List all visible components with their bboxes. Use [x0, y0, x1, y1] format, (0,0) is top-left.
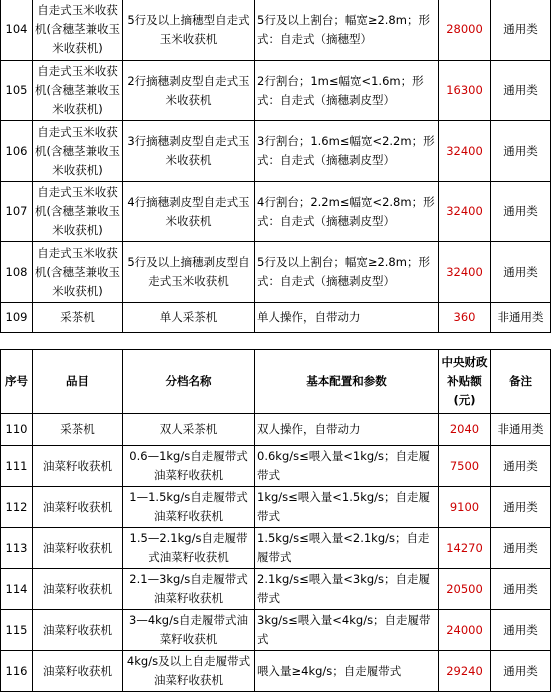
cell-type: 通用类: [491, 0, 551, 61]
table-row: [1, 242, 551, 303]
header-params: 基本配置和参数: [255, 350, 439, 414]
cell-category: 油菜籽收获机: [33, 569, 123, 610]
cell-amount: 20500: [439, 569, 491, 610]
cell-amount: 28000: [439, 0, 491, 61]
cell-amount: 9100: [439, 487, 491, 528]
table-row: [1, 61, 551, 121]
cell-category: 油菜籽收获机: [33, 610, 123, 651]
cell-params: 1kg/s≤喂入量<1.5kg/s；自走履带式: [255, 487, 439, 528]
cell-type: 通用类: [491, 651, 551, 692]
cell-category: 自走式玉米收获机(含穗茎兼收玉米收获机): [33, 242, 123, 303]
table-row: [1, 182, 551, 242]
table-row: [1, 569, 551, 610]
cell-category: 油菜籽收获机: [33, 487, 123, 528]
cell-tier: 0.6—1kg/s自走履带式油菜籽收获机: [123, 446, 255, 487]
cell-type: 非通用类: [491, 303, 551, 333]
cell-amount: 32400: [439, 182, 491, 242]
cell-no: 105: [1, 61, 33, 121]
header-tier: 分档名称: [123, 350, 255, 414]
cell-no: 112: [1, 487, 33, 528]
cell-amount: 16300: [439, 61, 491, 121]
header-type: 备注: [491, 350, 551, 414]
cell-no: 114: [1, 569, 33, 610]
cell-params: 5行及以上割台；幅宽≥2.8m；形式：自走式（摘穗剥皮型）: [255, 242, 439, 303]
cell-type: 通用类: [491, 61, 551, 121]
cell-category: 采茶机: [33, 303, 123, 333]
cell-no: 110: [1, 414, 33, 446]
cell-amount: 14270: [439, 528, 491, 569]
cell-amount: 32400: [439, 242, 491, 303]
cell-amount: 29240: [439, 651, 491, 692]
subsidy-table-top: [0, 0, 551, 333]
cell-category: 油菜籽收获机: [33, 651, 123, 692]
cell-tier: 双人采茶机: [123, 414, 255, 446]
cell-params: 1.5kg/s≤喂入量<2.1kg/s；自走履带式: [255, 528, 439, 569]
cell-category: 油菜籽收获机: [33, 528, 123, 569]
cell-type: 通用类: [491, 121, 551, 182]
cell-category: 自走式玉米收获机(含穗茎兼收玉米收获机): [33, 121, 123, 182]
cell-no: 111: [1, 446, 33, 487]
cell-type: 通用类: [491, 182, 551, 242]
table-row: [1, 0, 551, 61]
cell-amount: 32400: [439, 121, 491, 182]
table-row: [1, 651, 551, 692]
table-row: [1, 610, 551, 651]
header-category: 品目: [33, 350, 123, 414]
table-row: [1, 303, 551, 333]
cell-no: 107: [1, 182, 33, 242]
cell-params: 2.1kg/s≤喂入量<3kg/s；自走履带式: [255, 569, 439, 610]
cell-tier: 2.1—3kg/s自走履带式油菜籽收获机: [123, 569, 255, 610]
cell-params: 4行割台；2.2m≤幅宽<2.8m；形式：自走式（摘穗剥皮型）: [255, 182, 439, 242]
table-row: [1, 446, 551, 487]
cell-tier: 4kg/s及以上自走履带式油菜籽收获机: [123, 651, 255, 692]
cell-no: 108: [1, 242, 33, 303]
cell-tier: 5行及以上摘穗剥皮型自走式玉米收获机: [123, 242, 255, 303]
cell-type: 通用类: [491, 242, 551, 303]
cell-type: 通用类: [491, 569, 551, 610]
cell-amount: 24000: [439, 610, 491, 651]
cell-type: 通用类: [491, 446, 551, 487]
cell-tier: 单人采茶机: [123, 303, 255, 333]
cell-tier: 2行摘穗剥皮型自走式玉米收获机: [123, 61, 255, 121]
page-gap: [0, 338, 552, 349]
cell-params: 3行割台；1.6m≤幅宽<2.2m；形式：自走式（摘穗剥皮型）: [255, 121, 439, 182]
cell-type: 非通用类: [491, 414, 551, 446]
header-row: [1, 350, 551, 414]
cell-no: 106: [1, 121, 33, 182]
cell-params: 喂入量≥4kg/s；自走履带式: [255, 651, 439, 692]
cell-params: 0.6kg/s≤喂入量<1kg/s；自走履带式: [255, 446, 439, 487]
cell-no: 116: [1, 651, 33, 692]
cell-tier: 1.5—2.1kg/s自走履带式油菜籽收获机: [123, 528, 255, 569]
header-amount: 中央财政补贴额(元): [439, 350, 491, 414]
cell-category: 自走式玉米收获机(含穗茎兼收玉米收获机): [33, 182, 123, 242]
cell-params: 3kg/s≤喂入量<4kg/s；自走履带式: [255, 610, 439, 651]
header-no: 序号: [1, 350, 33, 414]
cell-type: 通用类: [491, 487, 551, 528]
cell-amount: 360: [439, 303, 491, 333]
table-row: [1, 528, 551, 569]
cell-tier: 3—4kg/s自走履带式油菜籽收获机: [123, 610, 255, 651]
cell-type: 通用类: [491, 528, 551, 569]
table-row: [1, 487, 551, 528]
cell-category: 采茶机: [33, 414, 123, 446]
cell-no: 104: [1, 0, 33, 61]
cell-params: 双人操作，自带动力: [255, 414, 439, 446]
cell-amount: 7500: [439, 446, 491, 487]
cell-category: 自走式玉米收获机(含穗茎兼收玉米收获机): [33, 61, 123, 121]
cell-no: 115: [1, 610, 33, 651]
cell-tier: 3行摘穗剥皮型自走式玉米收获机: [123, 121, 255, 182]
cell-tier: 1—1.5kg/s自走履带式油菜籽收获机: [123, 487, 255, 528]
cell-params: 2行割台；1m≤幅宽<1.6m；形式：自走式（摘穗剥皮型）: [255, 61, 439, 121]
cell-params: 5行及以上割台；幅宽≥2.8m；形式：自走式（摘穗型）: [255, 0, 439, 61]
cell-tier: 5行及以上摘穗型自走式玉米收获机: [123, 0, 255, 61]
cell-category: 自走式玉米收获机(含穗茎兼收玉米收获机): [33, 0, 123, 61]
cell-tier: 4行摘穗剥皮型自走式玉米收获机: [123, 182, 255, 242]
cell-params: 单人操作，自带动力: [255, 303, 439, 333]
cell-amount: 2040: [439, 414, 491, 446]
table-row: [1, 414, 551, 446]
subsidy-table-bottom: [0, 349, 551, 692]
cell-no: 113: [1, 528, 33, 569]
cell-category: 油菜籽收获机: [33, 446, 123, 487]
cell-type: 通用类: [491, 610, 551, 651]
table-row: [1, 121, 551, 182]
cell-no: 109: [1, 303, 33, 333]
